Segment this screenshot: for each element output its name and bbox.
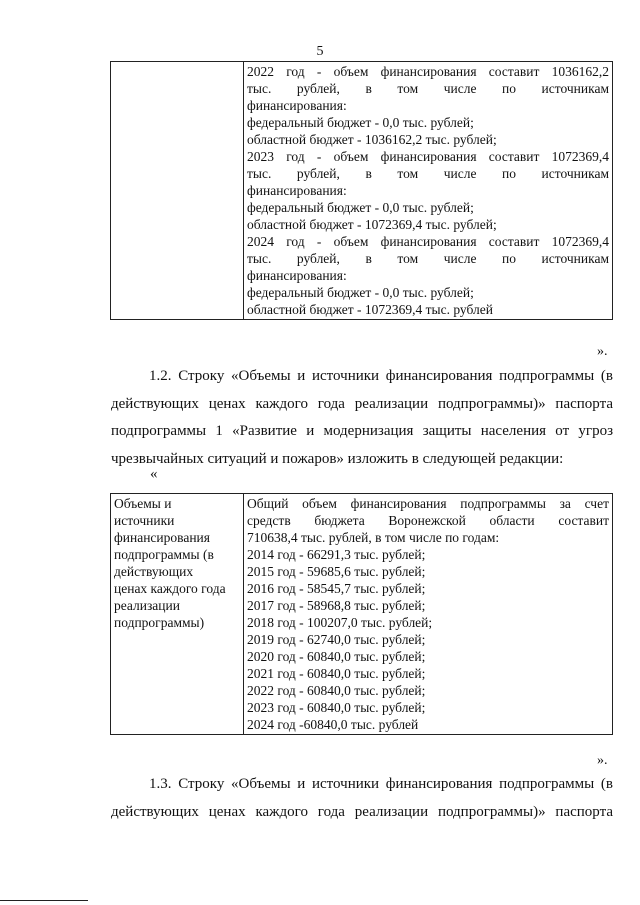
cell-line: тыс. рублей, в том числе по источникам bbox=[247, 166, 609, 181]
table1-right-cell bbox=[244, 62, 613, 320]
cell-line: 2019 год - 62740,0 тыс. рублей; bbox=[247, 632, 426, 647]
cell-line: финансирования bbox=[114, 530, 210, 545]
funding-table-continued bbox=[110, 61, 613, 320]
cell-line: 2022 год - 60840,0 тыс. рублей; bbox=[247, 683, 426, 698]
cell-line: областной бюджет - 1072369,4 тыс. рублей bbox=[247, 302, 493, 317]
cell-line: 2014 год - 66291,3 тыс. рублей; bbox=[247, 547, 426, 562]
cell-line: 2018 год - 100207,0 тыс. рублей; bbox=[247, 615, 433, 630]
cell-line: 2023 год - 60840,0 тыс. рублей; bbox=[247, 700, 426, 715]
paragraph-1-2-line: чрезвычайных ситуаций и пожаров» изложить в следующей редакции: bbox=[111, 450, 564, 467]
cell-line: тыс. рублей, в том числе по источникам bbox=[247, 251, 609, 266]
opening-quote: « bbox=[150, 466, 158, 482]
table2-left-cell bbox=[111, 494, 244, 735]
cell-line: действующих bbox=[114, 564, 194, 579]
cell-line: средств бюджета Воронежской области составит bbox=[247, 513, 609, 528]
cell-line: реализации bbox=[114, 598, 180, 613]
subprogram-funding-table bbox=[110, 493, 613, 735]
table2-right-cell bbox=[244, 494, 613, 735]
cell-line: 2024 год - объем финансирования составит 1072369,4 bbox=[247, 234, 609, 249]
paragraph-1-2-line: подпрограммы 1 «Развитие и модернизация защиты населения от угроз bbox=[111, 423, 613, 439]
paragraph-1-3 bbox=[111, 771, 613, 826]
table2-closing-quote: ». bbox=[597, 753, 608, 768]
cell-line: 2022 год - объем финансирования составит 1036162,2 bbox=[247, 64, 609, 79]
page-number: 5 bbox=[316, 44, 324, 59]
cell-line: Объемы и bbox=[114, 496, 172, 511]
cell-line: 2023 год - объем финансирования составит 1072369,4 bbox=[247, 149, 609, 164]
cell-line: 2017 год - 58968,8 тыс. рублей; bbox=[247, 598, 426, 613]
paragraph-1-3-line: действующих ценах каждого года реализации подпрограммы)» паспорта bbox=[111, 803, 613, 820]
cell-line: 2021 год - 60840,0 тыс. рублей; bbox=[247, 666, 426, 681]
table1-left-cell bbox=[111, 62, 244, 320]
cell-line: 2024 год -60840,0 тыс. рублей bbox=[247, 717, 419, 732]
cell-line: финансирования: bbox=[247, 183, 347, 198]
paragraph-1-3-line: 1.3. Строку «Объемы и источники финансирования подпрограммы (в bbox=[149, 776, 613, 792]
paragraph-1-2-line: 1.2. Строку «Объемы и источники финансирования подпрограммы (в bbox=[149, 368, 613, 384]
cell-line: 2020 год - 60840,0 тыс. рублей; bbox=[247, 649, 426, 664]
cell-line: Общий объем финансирования подпрограммы за счет bbox=[247, 496, 609, 511]
footnote-rule bbox=[0, 900, 88, 901]
paragraph-1-2 bbox=[111, 363, 613, 473]
cell-line: финансирования: bbox=[247, 268, 347, 283]
cell-line: областной бюджет - 1072369,4 тыс. рублей; bbox=[247, 217, 497, 232]
table1-closing-quote: ». bbox=[597, 344, 608, 359]
cell-line: федеральный бюджет - 0,0 тыс. рублей; bbox=[247, 115, 474, 130]
cell-line: федеральный бюджет - 0,0 тыс. рублей; bbox=[247, 200, 474, 215]
cell-line: областной бюджет - 1036162,2 тыс. рублей; bbox=[247, 132, 497, 147]
cell-line: источники bbox=[114, 513, 175, 528]
cell-line: 2015 год - 59685,6 тыс. рублей; bbox=[247, 564, 426, 579]
cell-line: федеральный бюджет - 0,0 тыс. рублей; bbox=[247, 285, 474, 300]
paragraph-1-2-line: действующих ценах каждого года реализации подпрограммы)» паспорта bbox=[111, 395, 613, 412]
cell-line: финансирования: bbox=[247, 98, 347, 113]
cell-line: ценах каждого года bbox=[114, 581, 226, 596]
cell-line: тыс. рублей, в том числе по источникам bbox=[247, 81, 609, 96]
cell-line: подпрограммы (в bbox=[114, 547, 214, 562]
cell-line: 710638,4 тыс. рублей, в том числе по годам: bbox=[247, 530, 500, 545]
cell-line: 2016 год - 58545,7 тыс. рублей; bbox=[247, 581, 426, 596]
cell-line: подпрограммы) bbox=[114, 615, 205, 630]
